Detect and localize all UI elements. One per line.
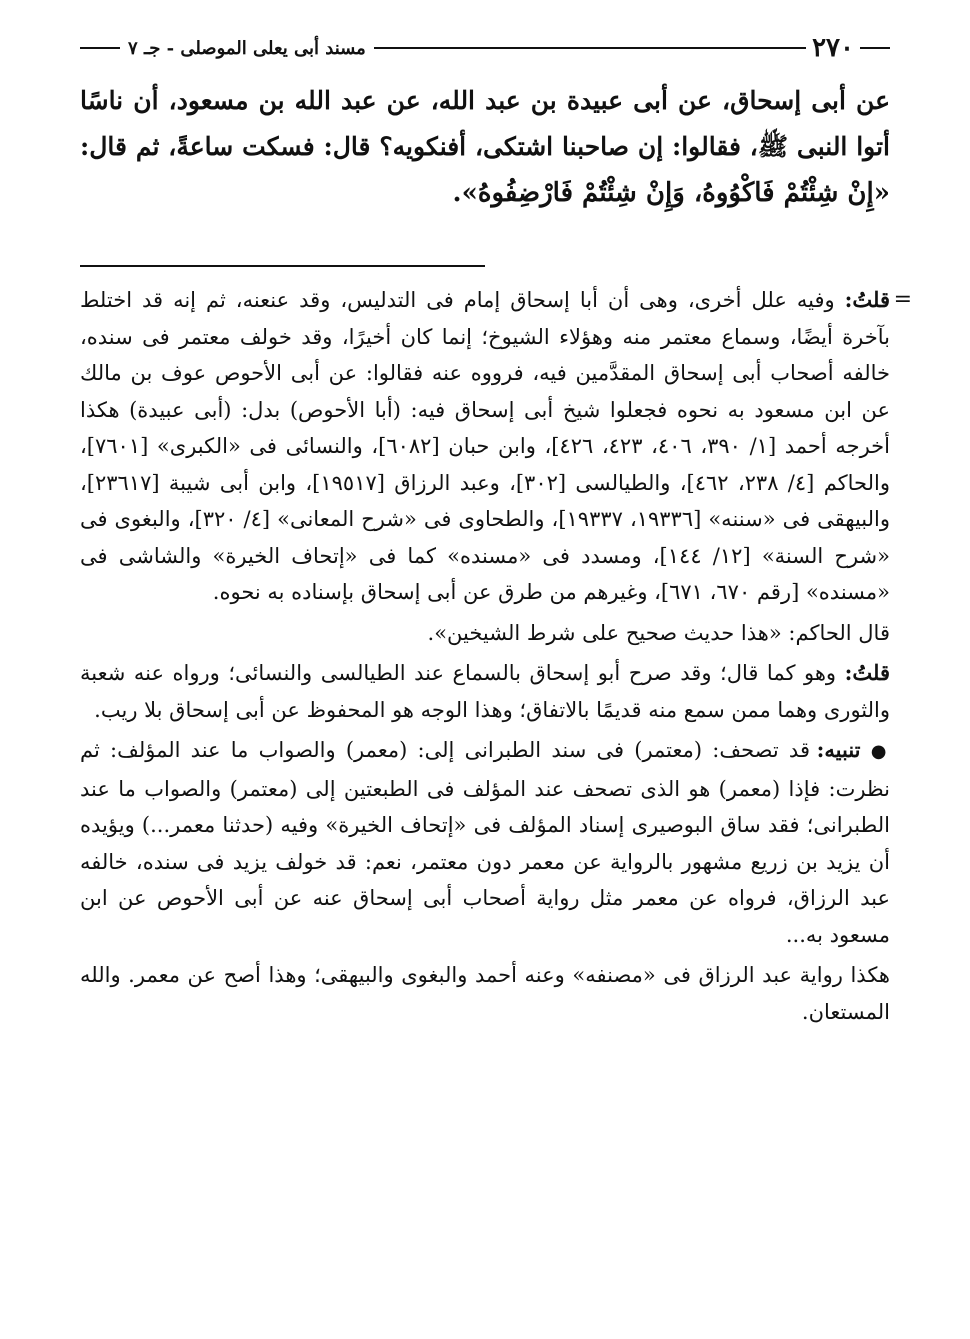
- note-text: وفيه علل أخرى، وهى أن أبا إسحاق إمام فى التدليس، وقد عنعنه، ثم إنه قد اختلط بآخرة أيضًا، وسماع معتمر منه وهؤلاء الشيوخ؛ إنما كان أخيرًا، وقد خولف معتمر فى سنده، خالفه أصحاب أبى إسحاق المقدَّمين فيه، فرووه عنه فقالوا: عن أبى الأحوص عوف بن مالك عن ابن مسعود به نحوه فجعلوا شيخ أبى إسحاق فيه: (أبا الأحوص) بدل: (أبى عبيدة) هكذا أخرجه أحمد [١/ ٣٩٠، ٤٠٦، ٤٢٣، ٤٢٦]، وابن حبان [٦٠٨٢]، والنسائى فى «الكبرى» [٧٦٠١]، والحاكم [٤/ ٢٣٨، ٤٦٢]، والطيالسى [٣٠٢]، وعبد الرزاق [١٩٥١٧]، وابن أبى شيبة [٢٣٦١٧]، والبيهقى فى «سننه» [١٩٣٣٦، ١٩٣٣٧]، والطحاوى فى «شرح المعانى» [٤/ ٣٢٠]، والبغوى فى «شرح السنة» [١٢/ ١٤٤]، ومسدد فى «مسنده» كما فى «إتحاف الخيرة» والشاشى فى «مسنده» [رقم ٦٧٠، ٦٧١]، وغيرهم من طرق عن أبى إسحاق بإسناده به نحوه.: [80, 288, 890, 604]
- note-paragraph-4: [80, 732, 890, 953]
- note-text: قد تصحف: (معتمر) فى سند الطبرانى إلى: (معمر) والصواب ما عند المؤلف: ثم نظرت: فإذا (معمر) هو الذى تصحف عند المؤلف فى الطبعتين إلى (معتمر) والصواب ما عند الطبرانى؛ فقد ساق البوصيرى إسناد المؤلف فى «إتحاف الخيرة» وفيه (حدثنا معمر...) ويؤيده أن يزيد بن زريع مشهور بالرواية عن معمر دون معتمر، نعم: قد خولف يزيد فى سنده، خالفه عبد الرزاق، فرواه عن معمر مثل رواية أصحاب أبى إسحاق عنه عن أبى الأحوص عن ابن مسعود به...: [80, 738, 890, 947]
- running-title: مسند أبى يعلى الموصلى - جـ ٧: [128, 37, 366, 59]
- hadith-body: عن أبى إسحاق، عن أبى عبيدة بن عبد الله، عن عبد الله بن مسعود، أن ناسًا أتوا النبى ﷺ، فقالوا: إن صاحبنا اشتكى، أفنكويه؟ قال: فسكت ساعةً، ثم قال:: [80, 86, 890, 161]
- footnote-separator: [80, 265, 485, 267]
- note-text: وهو كما قال؛ وقد صرح أبو إسحاق بالسماع عند الطيالسى والنسائى؛ ورواه عنه شعبة والثورى وهما ممن سمع منه قديمًا بالاتفاق؛ وهذا الوجه هو المحفوظ عن أبى إسحاق بلا ريب.: [80, 661, 890, 722]
- note-label: قلتُ:: [844, 660, 890, 685]
- document-page: [80, 20, 912, 1320]
- header-rule: [374, 47, 806, 49]
- note-text: قال الحاكم: «هذا حديث صحيح على شرط الشيخين».: [427, 620, 890, 645]
- bullet-icon: ●: [870, 741, 890, 762]
- header-dash-right: [860, 47, 890, 49]
- running-header: [80, 28, 890, 68]
- note-paragraph-5: [80, 957, 890, 1030]
- note-text: هكذا رواية عبد الرزاق فى «مصنفه» وعنه أحمد والبغوى والبيهقى؛ وهذا أصح عن معمر. والله المستعان.: [80, 963, 890, 1024]
- continuation-mark: =: [893, 287, 912, 312]
- note-label: قلتُ:: [844, 287, 890, 312]
- note-paragraph-3: [80, 655, 890, 728]
- page-number: ٢٧٠: [812, 33, 854, 63]
- header-dash-left: [80, 47, 120, 49]
- note-paragraph-1: [80, 282, 912, 611]
- note-label: تنبيه:: [816, 737, 861, 762]
- hadith-quote: «إِنْ شِئْتُمْ فَاكْوُوهُ، وَإِنْ شِئْتُمْ فَارْضِفُوهُ».: [452, 178, 890, 208]
- commentary: [80, 282, 912, 1030]
- note-paragraph-2: [80, 615, 890, 652]
- hadith-text: [80, 78, 890, 216]
